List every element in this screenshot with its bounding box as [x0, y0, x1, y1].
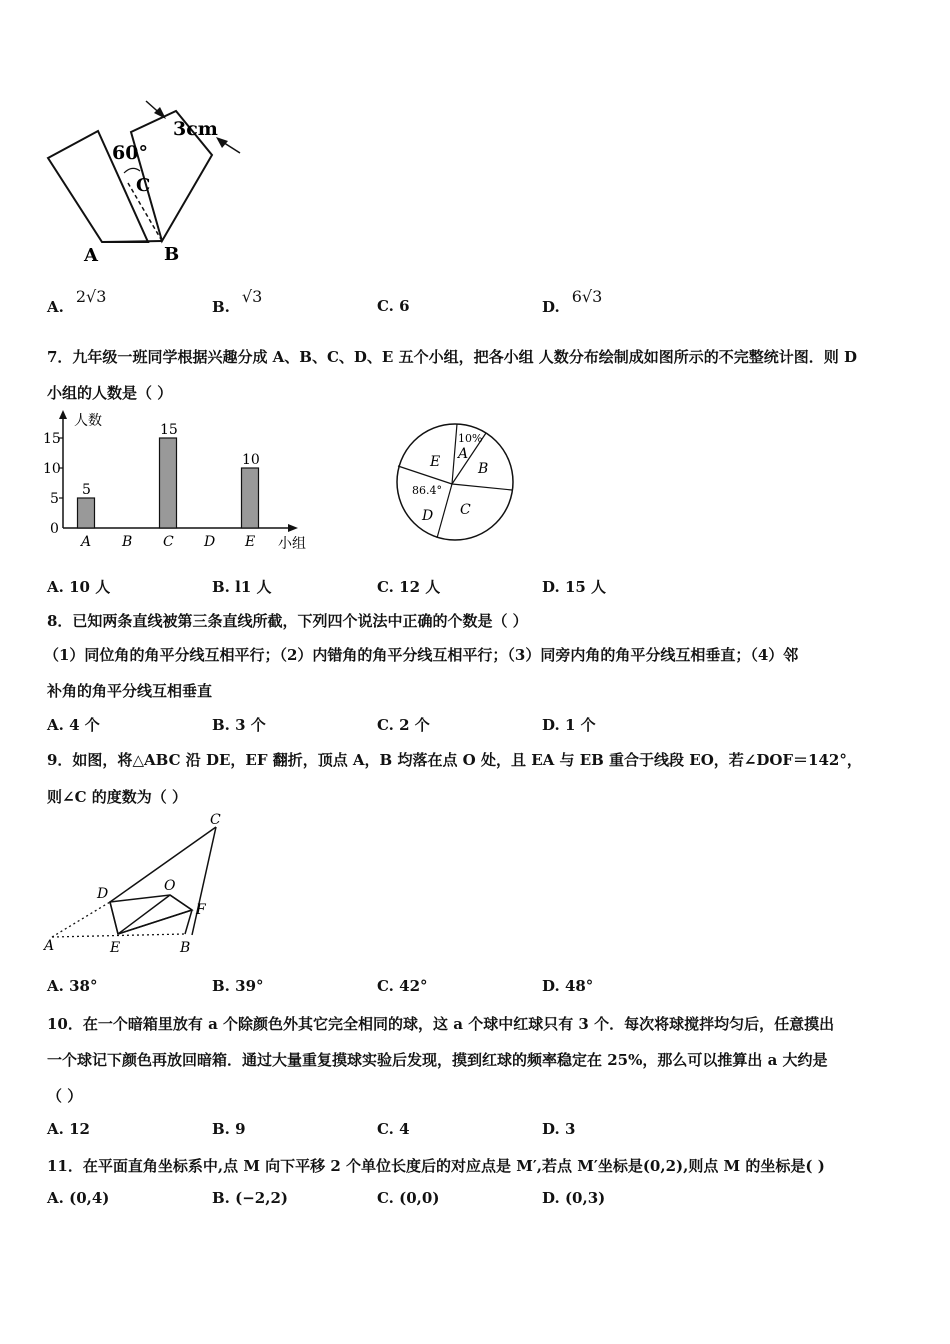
q10-option-b: B. 9	[212, 1120, 246, 1138]
fig6-point-c: C	[136, 175, 151, 196]
bar-value-label-A: 5	[82, 482, 91, 498]
y-tick-label-15: 15	[43, 431, 61, 447]
y-tick-label-10: 10	[43, 461, 61, 477]
q8-stem-line1: 8．已知两条直线被第三条直线所截，下列四个说法中正确的个数是（ ）	[47, 612, 528, 630]
q7-stem-line2: 小组的人数是（ ）	[47, 384, 173, 402]
fig9-point-e: E	[110, 940, 121, 956]
bar-value-label-E: 10	[242, 452, 260, 468]
fig9-point-a: A	[44, 938, 55, 954]
x-tick-label-A: A	[81, 534, 92, 550]
q9-figure	[40, 810, 240, 960]
q10-stem-line3: （ ）	[47, 1087, 83, 1105]
q10-option-c: C. 4	[377, 1120, 410, 1138]
q7-stem-line1: 7．九年级一班同学根据兴趣分成 A、B、C、D、E 五个小组，把各小组 人数分布绘制成如图所示的不完整统计图．则 D	[47, 348, 858, 366]
fig9-point-o: O	[164, 878, 176, 894]
pie-label-a: A	[458, 446, 469, 462]
q8-option-d: D. 1 个	[542, 716, 596, 734]
q7-option-c: C. 12 人	[377, 578, 441, 596]
q6-option-d: D.6√3	[542, 287, 603, 316]
fig6-length-label: 3cm	[173, 118, 218, 140]
chart-x-label: 小组	[278, 536, 306, 552]
q11-option-a: A. (0,4)	[47, 1189, 110, 1207]
q8-option-a: A. 4 个	[47, 716, 100, 734]
fig6-angle-label: 60°	[112, 142, 148, 164]
y-tick-label-0: 0	[50, 521, 59, 537]
q9-option-a: A. 38°	[47, 977, 98, 995]
x-tick-label-E: E	[245, 534, 256, 550]
bar-C	[160, 438, 177, 528]
y-tick-label-5: 5	[50, 491, 59, 507]
q6-option-c: C. 6	[377, 297, 410, 315]
pie-label-b: B	[478, 461, 489, 477]
q10-stem-line2: 一个球记下颜色再放回暗箱．通过大量重复摸球实验后发现，摸到红球的频率稳定在 25%，那么可以推算出 a 大约是	[47, 1051, 828, 1069]
pie-angle-d: 86.4°	[412, 484, 442, 497]
q8-option-c: C. 2 个	[377, 716, 430, 734]
x-tick-label-C: C	[163, 534, 174, 550]
q7-pie-chart	[392, 418, 520, 546]
bar-value-label-C: 15	[160, 422, 178, 438]
x-tick-label-D: D	[204, 534, 216, 550]
q8-stem-line3: 补角的角平分线互相垂直	[47, 682, 213, 700]
fig6-point-b: B	[164, 244, 180, 265]
fig9-point-b: B	[180, 940, 191, 956]
q9-stem-line1: 9．如图，将△ABC 沿 DE，EF 翻折，顶点 A，B 均落在点 O 处，且 EA 与 EB 重合于线段 EO，若∠DOF＝142°，	[47, 751, 862, 769]
q7-option-a: A. 10 人	[47, 578, 111, 596]
q11-option-d: D. (0,3)	[542, 1189, 606, 1207]
q10-stem-line1: 10．在一个暗箱里放有 a 个除颜色外其它完全相同的球，这 a 个球中红球只有 3 个．每次将球搅拌均匀后，任意摸出	[47, 1015, 835, 1033]
q7-bar-chart	[40, 410, 340, 555]
q9-option-d: D. 48°	[542, 977, 594, 995]
q10-option-a: A. 12	[47, 1120, 90, 1138]
q11-option-b: B. (−2,2)	[212, 1189, 288, 1207]
chart-y-label: 人数	[74, 413, 102, 429]
bar-E	[242, 468, 259, 528]
pie-label-c: C	[460, 502, 471, 518]
q9-option-c: C. 42°	[377, 977, 428, 995]
q10-option-d: D. 3	[542, 1120, 576, 1138]
x-tick-label-B: B	[122, 534, 133, 550]
fig9-point-f: F	[196, 902, 206, 918]
q9-option-b: B. 39°	[212, 977, 264, 995]
q9-stem-line2: 则∠C 的度数为（ ）	[47, 788, 187, 806]
pie-label-d: D	[422, 508, 434, 524]
q8-option-b: B. 3 个	[212, 716, 266, 734]
fig9-point-c: C	[210, 812, 221, 828]
q6-option-a: A.2√3	[47, 287, 107, 316]
q11-stem-line1: 11．在平面直角坐标系中,点 M 向下平移 2 个单位长度后的对应点是 M′,若点 M′坐标是(0,2),则点 M 的坐标是( )	[47, 1157, 825, 1175]
fig9-point-d: D	[97, 886, 109, 902]
pie-pct-a: 10%	[458, 432, 483, 445]
q7-option-d: D. 15 人	[542, 578, 607, 596]
q6-figure	[40, 95, 255, 270]
q8-stem-line2: （1）同位角的角平分线互相平行；（2）内错角的角平分线互相平行；（3）同旁内角的角平分线互相垂直；（4）邻	[44, 646, 799, 664]
q11-option-c: C. (0,0)	[377, 1189, 440, 1207]
bar-A	[78, 498, 95, 528]
fig6-point-a: A	[84, 245, 98, 266]
q7-option-b: B. l1 人	[212, 578, 272, 596]
pie-label-e: E	[430, 454, 441, 470]
q6-option-b: B.√3	[212, 287, 263, 316]
